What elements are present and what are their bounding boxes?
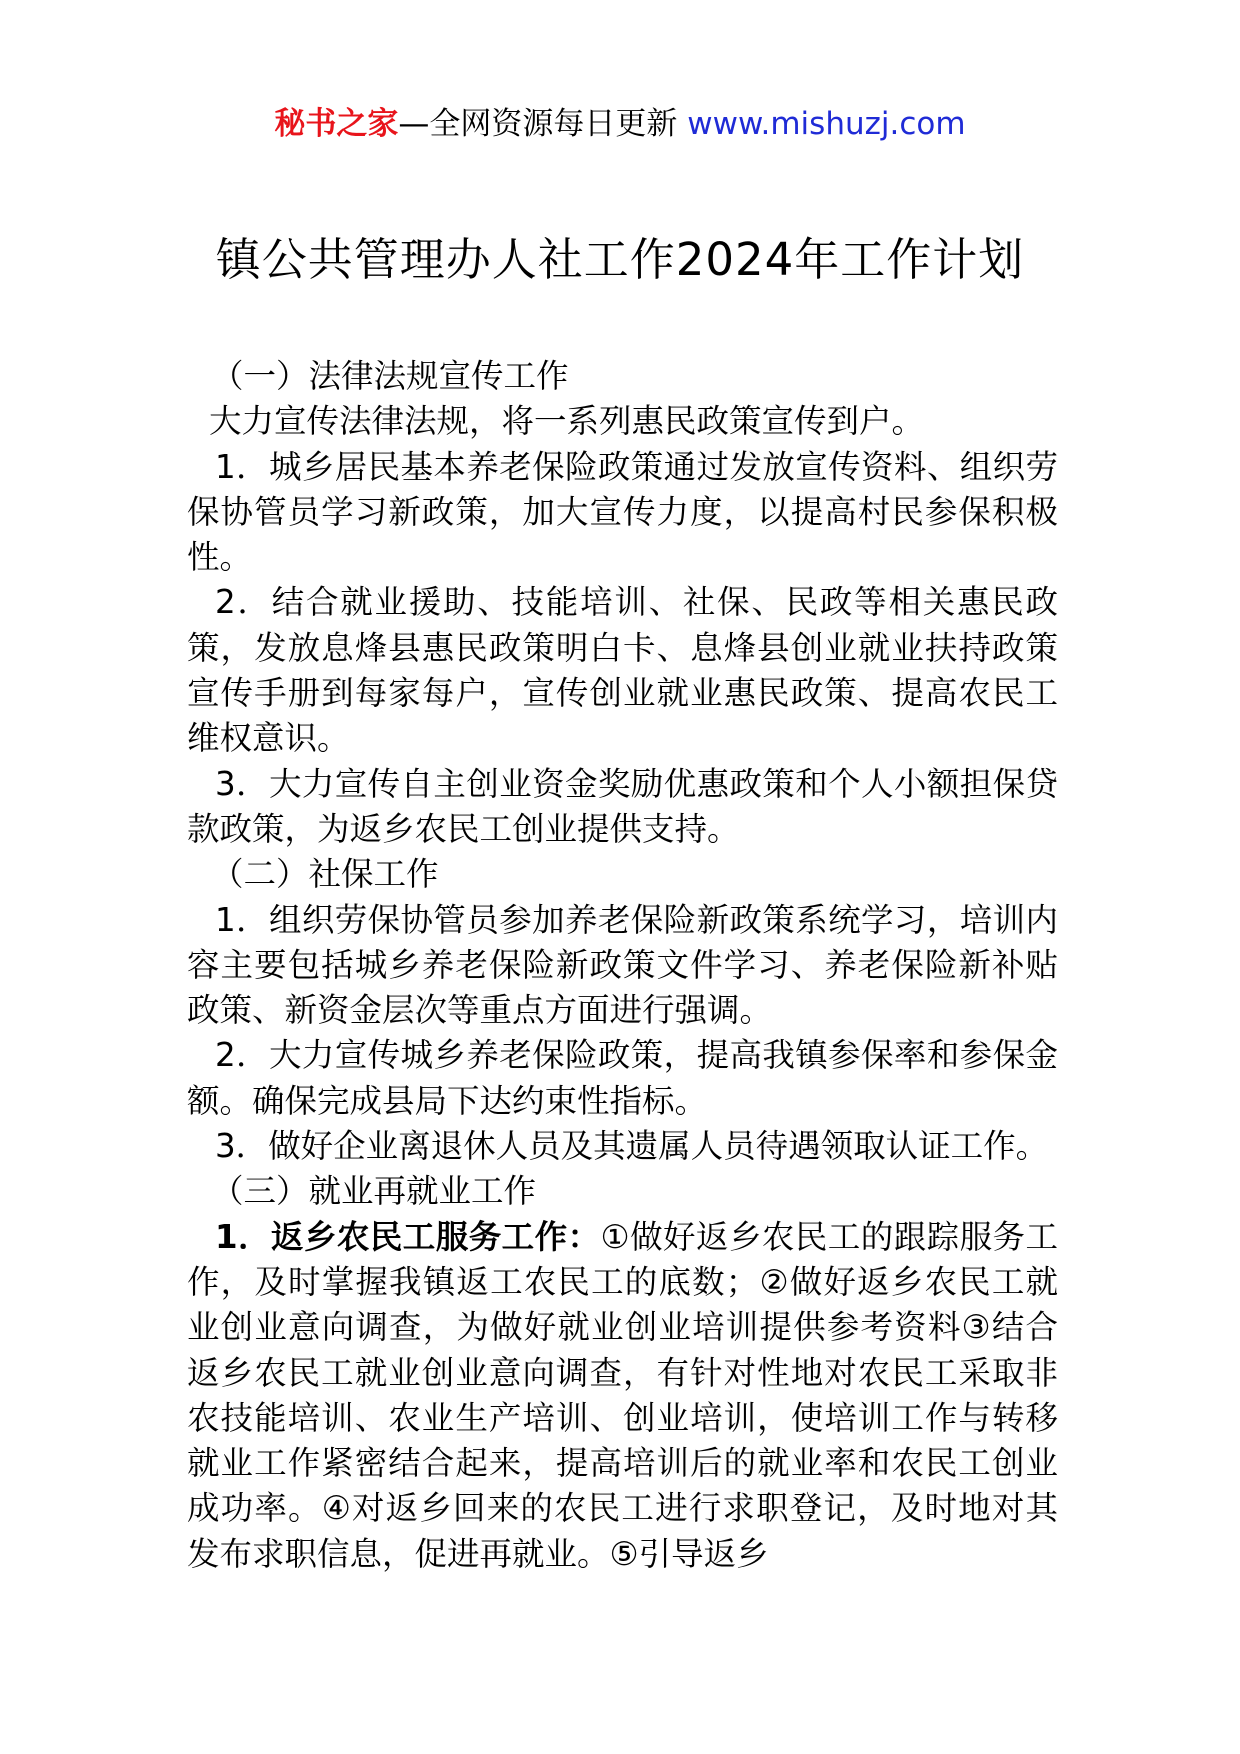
paragraph-bold-lead: 1．返乡农民工服务工作： <box>215 1217 601 1256</box>
section-heading-2: （二）社保工作 <box>211 855 439 894</box>
site-url-link[interactable]: www.mishuzj.com <box>687 106 966 142</box>
paragraph: 大力宣传法律法规，将一系列惠民政策宣传到户。 <box>209 402 925 441</box>
paragraph: 3．做好企业离退休人员及其遗属人员待遇领取认证工作。 <box>215 1127 1049 1166</box>
paragraph: 1．城乡居民基本养老保险政策通过发放宣传资料、组织劳保协管员学习新政策，加大宣传力度，以提高村民参保积极性。 <box>187 447 1058 577</box>
section-heading-3: （三）就业再就业工作 <box>211 1172 537 1211</box>
site-header-banner <box>0 102 1240 146</box>
site-slogan: —全网资源每日更新 <box>398 106 678 142</box>
section-heading-1: （一）法律法规宣传工作 <box>211 357 569 395</box>
paragraph <box>187 1215 1058 1577</box>
paragraph: 2．结合就业援助、技能培训、社保、民政等相关惠民政策，发放息烽县惠民政策明白卡、息烽县创业就业扶持政策宣传手册到每家每户，宣传创业就业惠民政策、提高农民工维权意识。 <box>187 583 1058 758</box>
site-brand-name: 秘书之家 <box>274 106 399 142</box>
document-title: 镇公共管理办人社工作2024年工作计划 <box>215 233 1025 286</box>
document-body <box>187 354 1058 1577</box>
paragraph-body: ①做好返乡农民工的跟踪服务工作，及时掌握我镇返工农民工的底数；②做好返乡农民工就业创业意向调查，为做好就业创业培训提供参考资料③结合返乡农民工就业创业意向调查，有针对性地对农民工采取非农技能培训、农业生产培训、创业培训，使培训工作与转移就业工作紧密结合起来，提高培训后的就业率和农民工创业成功率。④对返乡回来的农民工进行求职登记，及时地对其发布求职信息，促进再就业。⑤引导返乡 <box>187 1217 1058 1573</box>
paragraph: 2．大力宣传城乡养老保险政策，提高我镇参保率和参保金额。确保完成县局下达约束性指标。 <box>187 1036 1058 1120</box>
paragraph: 1．组织劳保协管员参加养老保险新政策系统学习，培训内容主要包括城乡养老保险新政策文件学习、养老保险新补贴政策、新资金层次等重点方面进行强调。 <box>187 900 1058 1030</box>
paragraph: 3．大力宣传自主创业资金奖励优惠政策和个人小额担保贷款政策，为返乡农民工创业提供支持。 <box>187 764 1058 848</box>
